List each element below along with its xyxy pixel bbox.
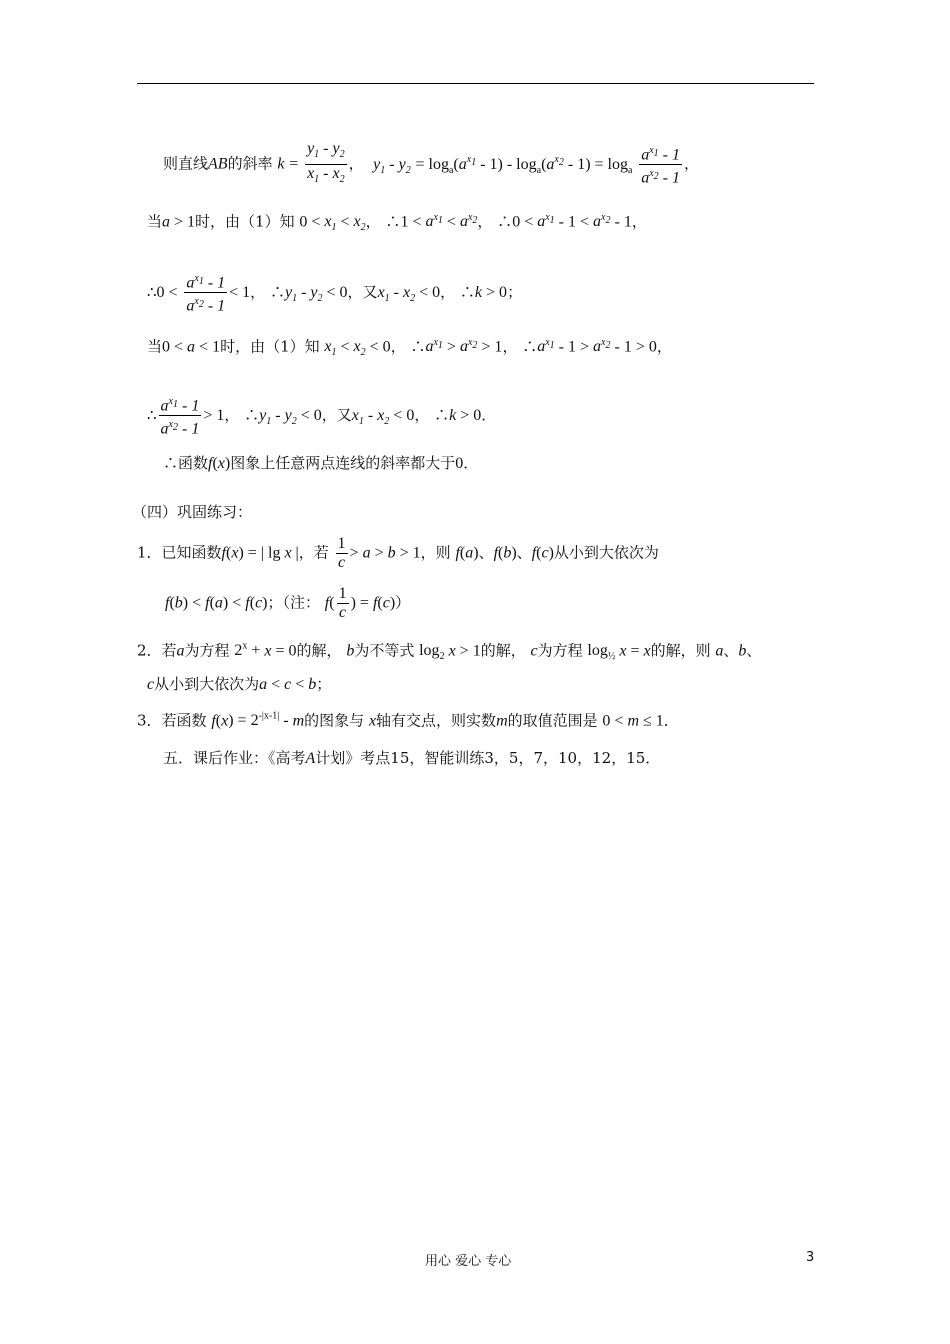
text-line: 3．若函数 $f(x) = 2^{-|x-1|} - m$的图象与 x轴有交点，则实数m的取值范围是 0 < m ≤ 1．: [137, 711, 679, 730]
text: 从小到大依次为: [553, 543, 659, 562]
text: 轴有交点，则实数: [376, 711, 497, 730]
footer-text: 用心 爱心 专心: [425, 1254, 512, 1269]
text: 1．已知函数: [137, 543, 222, 562]
text: 的斜率: [227, 154, 273, 173]
text: 为不等式: [354, 641, 415, 660]
header-rule: [137, 83, 814, 84]
text: 3．若函数: [137, 711, 207, 730]
text-line: ∴函数f(x)图象上任意两点连线的斜率都大于0．: [163, 454, 479, 472]
text-line: ∴0 < $\frac{a^{x_1} - 1}{a^{x_2} - 1}$ < 1， $\therefore y_1 - y_2 < 0$，又$x_1 - x_2 < 0$， ∴k > 0；: [147, 270, 522, 316]
text: ，若: [298, 543, 329, 562]
text-line: f(b) < f(a) < f(c)；（注： f( $\frac{1}{c}$ ) = f(c)）: [165, 585, 411, 621]
text: ，则: [420, 543, 451, 562]
page-number: 3: [806, 1250, 815, 1265]
text: 时，由（1）知: [195, 212, 295, 231]
text-line: 当a > 1时，由（1）知 $0 < x_1 < x_2$， ∴1 < $a^{x_1} < a^{x_2}$， ∴0 < $a^{x_1} - 1 < a^{x_2} - 1$，: [147, 212, 647, 234]
text-line: 则直线AB的斜率 k = $\frac{y_1 - y_2}{x_1 - x_2}$ ， $y_1 - y_2 = \log_a(a^{x_1} - 1) - \log_a(a^{x_2} - 1) = \log_a$ $\frac{a^{x_1} - 1}{a^{x_2} - 1}$ ，: [163, 140, 699, 189]
text: 图象上任意两点连线的斜率都大于: [230, 454, 456, 472]
text: 的图象与: [304, 711, 365, 730]
text: （四）巩固练习：: [132, 503, 253, 521]
text: 为方程: [537, 641, 583, 660]
text-line: c从小到大依次为a < c < b；: [147, 675, 332, 693]
text: 又: [336, 405, 352, 424]
text: 的解，则: [650, 641, 711, 660]
text: 则直线: [163, 154, 209, 173]
text: 又: [362, 282, 378, 301]
text-line: ∴ $\frac{a^{x_1} - 1}{a^{x_2} - 1}$ > 1， $\therefore y_1 - y_2 < 0$，又$x_1 - x_2 < 0$， ∴k > 0．: [147, 393, 496, 439]
text: 当: [147, 212, 163, 231]
text: 计划》考点15，智能训练3，5，7，10，12，15．: [315, 749, 661, 767]
text: 的解，: [296, 641, 342, 660]
text: 的解，: [480, 641, 526, 660]
text-line: 2．若a为方程 $2^x + x = 0$的解， b为不等式 $\log_2 x > 1$的解， c为方程 $\log_{\frac{1}{2}} x = x$的解，则 a、b、: [137, 641, 762, 663]
text-line: 五．课后作业：《高考A计划》考点15，智能训练3，5，7，10，12，15．: [163, 749, 661, 767]
text-line: 当0 < a < 1时，由（1）知 $x_1 < x_2 < 0$， $\therefore a^{x_1} > a^{x_2} > 1$， $\therefore a^{x_1} - 1 > a^{x_2} - 1 > 0$，: [147, 337, 672, 359]
fraction: $\frac{1}{c}$: [337, 535, 346, 571]
fraction: $\frac{a^{x_1} - 1}{a^{x_2} - 1}$: [639, 142, 682, 188]
fraction: $\frac{a^{x_1} - 1}{a^{x_2} - 1}$: [184, 270, 227, 316]
text: 从小到大依次为: [154, 675, 260, 693]
section-heading: [132, 502, 252, 522]
text: 的取值范围是: [507, 711, 598, 730]
fraction: $\frac{y_1 - y_2}{x_1 - x_2}$: [307, 140, 345, 186]
text-line: 1．已知函数f(x) = | lg x |，若 $\frac{1}{c}$ > a > b > 1，则 f(a)、f(b)、f(c)从小到大依次为: [137, 535, 659, 571]
text: 五．课后作业：《高考: [163, 749, 306, 767]
text: ∴函数: [163, 454, 209, 472]
text: 2．若: [137, 641, 177, 660]
fraction: $\frac{1}{c}$: [338, 585, 347, 621]
fraction: $\frac{a^{x_1} - 1}{a^{x_2} - 1}$: [159, 393, 202, 439]
text: 当: [147, 337, 163, 356]
text: 为方程: [184, 641, 230, 660]
text: 时，由（1）知: [220, 337, 320, 356]
text: ；（注：: [267, 593, 321, 612]
